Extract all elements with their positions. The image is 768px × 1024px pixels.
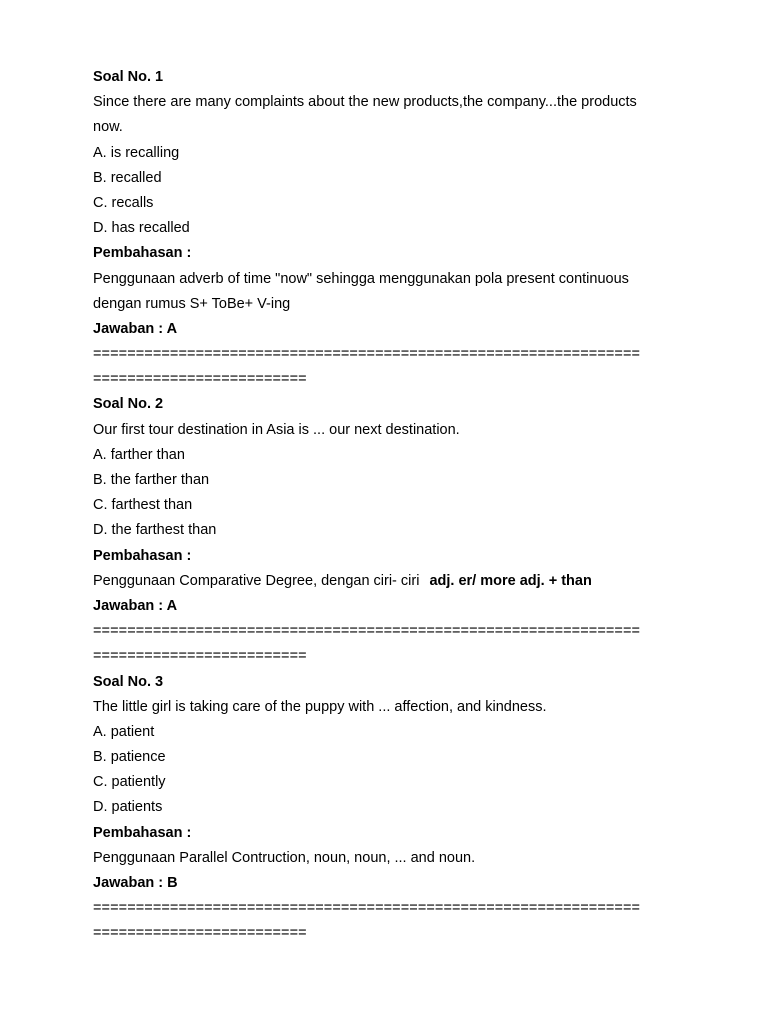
option-a: A. is recalling [93, 144, 180, 161]
discussion-label: Pembahasan : [93, 547, 192, 564]
separator-line: ========================= [93, 648, 307, 665]
option-d: D. patients [93, 799, 163, 816]
discussion-text: Penggunaan Parallel Contruction, noun, noun, ... and noun. [93, 849, 476, 866]
discussion-label: Pembahasan : [93, 824, 192, 841]
option-d: D. the farthest than [93, 522, 217, 539]
separator-line: ========================= [93, 925, 307, 942]
option-b: B. patience [93, 749, 166, 766]
option-b: B. the farther than [93, 472, 210, 488]
option-c: C. patiently [93, 774, 166, 791]
option-c: C. farthest than [93, 497, 193, 514]
separator-line: ================================================================ [93, 900, 641, 917]
separator-line: ========================= [93, 371, 307, 388]
question-title: Soal No. 3 [93, 673, 164, 690]
separator-line: ================================================================ [93, 623, 641, 640]
question-text: Since there are many complaints about the new products,the company...the products [93, 94, 637, 111]
option-d: D. has recalled [93, 220, 190, 237]
question-title: Soal No. 2 [93, 396, 164, 413]
option-a: A. patient [93, 723, 155, 740]
option-a: A. farther than [93, 446, 185, 463]
question-title: Soal No. 1 [93, 69, 164, 85]
question-text-continued: now. [93, 119, 123, 136]
answer-text: Jawaban : A [93, 597, 178, 614]
separator-line: ================================================================ [93, 346, 641, 363]
discussion-emphasis: adj. er/ more adj. + than [429, 572, 592, 589]
question-block-3 [93, 670, 693, 947]
option-b: B. recalled [93, 169, 162, 186]
discussion-text: Penggunaan adverb of time "now" sehingga menggunakan pola present continuous [93, 270, 629, 287]
question-text: The little girl is taking care of the puppy with ... affection, and kindness. [93, 698, 547, 715]
discussion-line [93, 569, 693, 594]
document-page [93, 65, 693, 947]
discussion-text: Penggunaan Comparative Degree, dengan ciri- ciri [93, 572, 420, 589]
answer-text: Jawaban : A [93, 320, 178, 337]
question-text: Our first tour destination in Asia is ... our next destination. [93, 421, 460, 438]
discussion-text-continued: dengan rumus S+ ToBe+ V-ing [93, 295, 291, 312]
discussion-label: Pembahasan : [93, 245, 192, 262]
answer-text: Jawaban : B [93, 875, 178, 891]
question-block-2 [93, 392, 693, 669]
question-block-1 [93, 65, 693, 392]
option-c: C. recalls [93, 194, 154, 211]
